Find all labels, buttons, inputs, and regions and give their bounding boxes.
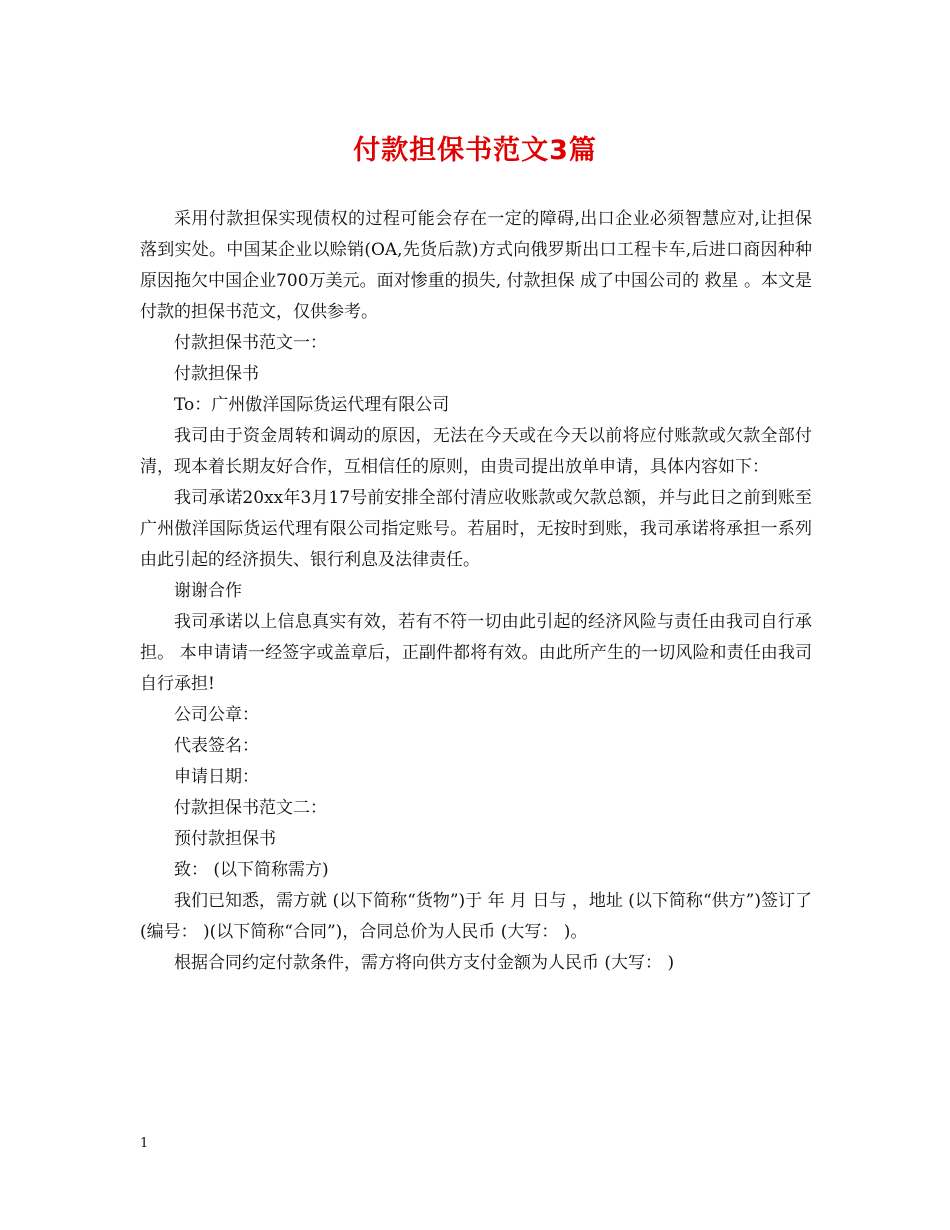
page-number: 1	[140, 1136, 149, 1151]
document-title: 付款担保书范文3篇	[353, 135, 597, 166]
sample-two-title: 预付款担保书	[174, 829, 276, 849]
commitment-paragraph: 我司承诺20xx年3月17号前安排全部付清应收账款或欠款总额，并与此日之前到账至广州傲洋国际货运代理有限公司指定账号。若届时，无按时到账，我司承诺将承担一系列由此引起的经济损失、银行利息及法律责任。	[140, 488, 812, 570]
reason-paragraph: 我司由于资金周转和调动的原因，无法在今天或在今天以前将应付账款或欠款全部付清，现本着长期友好合作，互相信任的原则，由贵司提出放单申请，具体内容如下：	[140, 426, 812, 477]
document-body	[140, 204, 812, 979]
responsibility-paragraph: 我司承诺以上信息真实有效，若有不符一切由此引起的经济风险与责任由我司自行承担。 本申请请一经签字或盖章后，正副件都将有效。由此所产生的一切风险和责任由我司自行承担!	[140, 612, 812, 694]
intro-paragraph: 采用付款担保实现债权的过程可能会存在一定的障碍,出口企业必须智慧应对,让担保落到实处。中国某企业以赊销(OA,先货后款)方式向俄罗斯出口工程卡车,后进口商因种种原因拖欠中国企业700万美元。面对惨重的损失, 付款担保 成了中国公司的 救星 。本文是付款的担保书范文，仅供参考。	[140, 209, 812, 322]
representative-signature-line: 代表签名：	[174, 736, 259, 756]
sample-two-heading: 付款担保书范文二：	[174, 798, 327, 818]
recipient-line: 致： (以下简称需方)	[174, 860, 329, 880]
sample-one-heading: 付款担保书范文一：	[174, 333, 327, 353]
company-seal-line: 公司公章：	[174, 705, 259, 725]
contract-paragraph: 我们已知悉，需方就 (以下简称“货物”)于 年 月 日与 ，地址 (以下简称“供方”)签订了 (编号： )(以下简称“合同”)，合同总价为人民币 (大写： )。	[140, 891, 812, 942]
payment-paragraph: 根据合同约定付款条件，需方将向供方支付金额为人民币 (大写： )	[174, 953, 675, 973]
thanks-line: 谢谢合作	[174, 581, 242, 601]
application-date-line: 申请日期：	[174, 767, 259, 787]
addressee-line: To：广州傲洋国际货运代理有限公司	[174, 395, 450, 415]
sample-one-title: 付款担保书	[174, 364, 259, 384]
